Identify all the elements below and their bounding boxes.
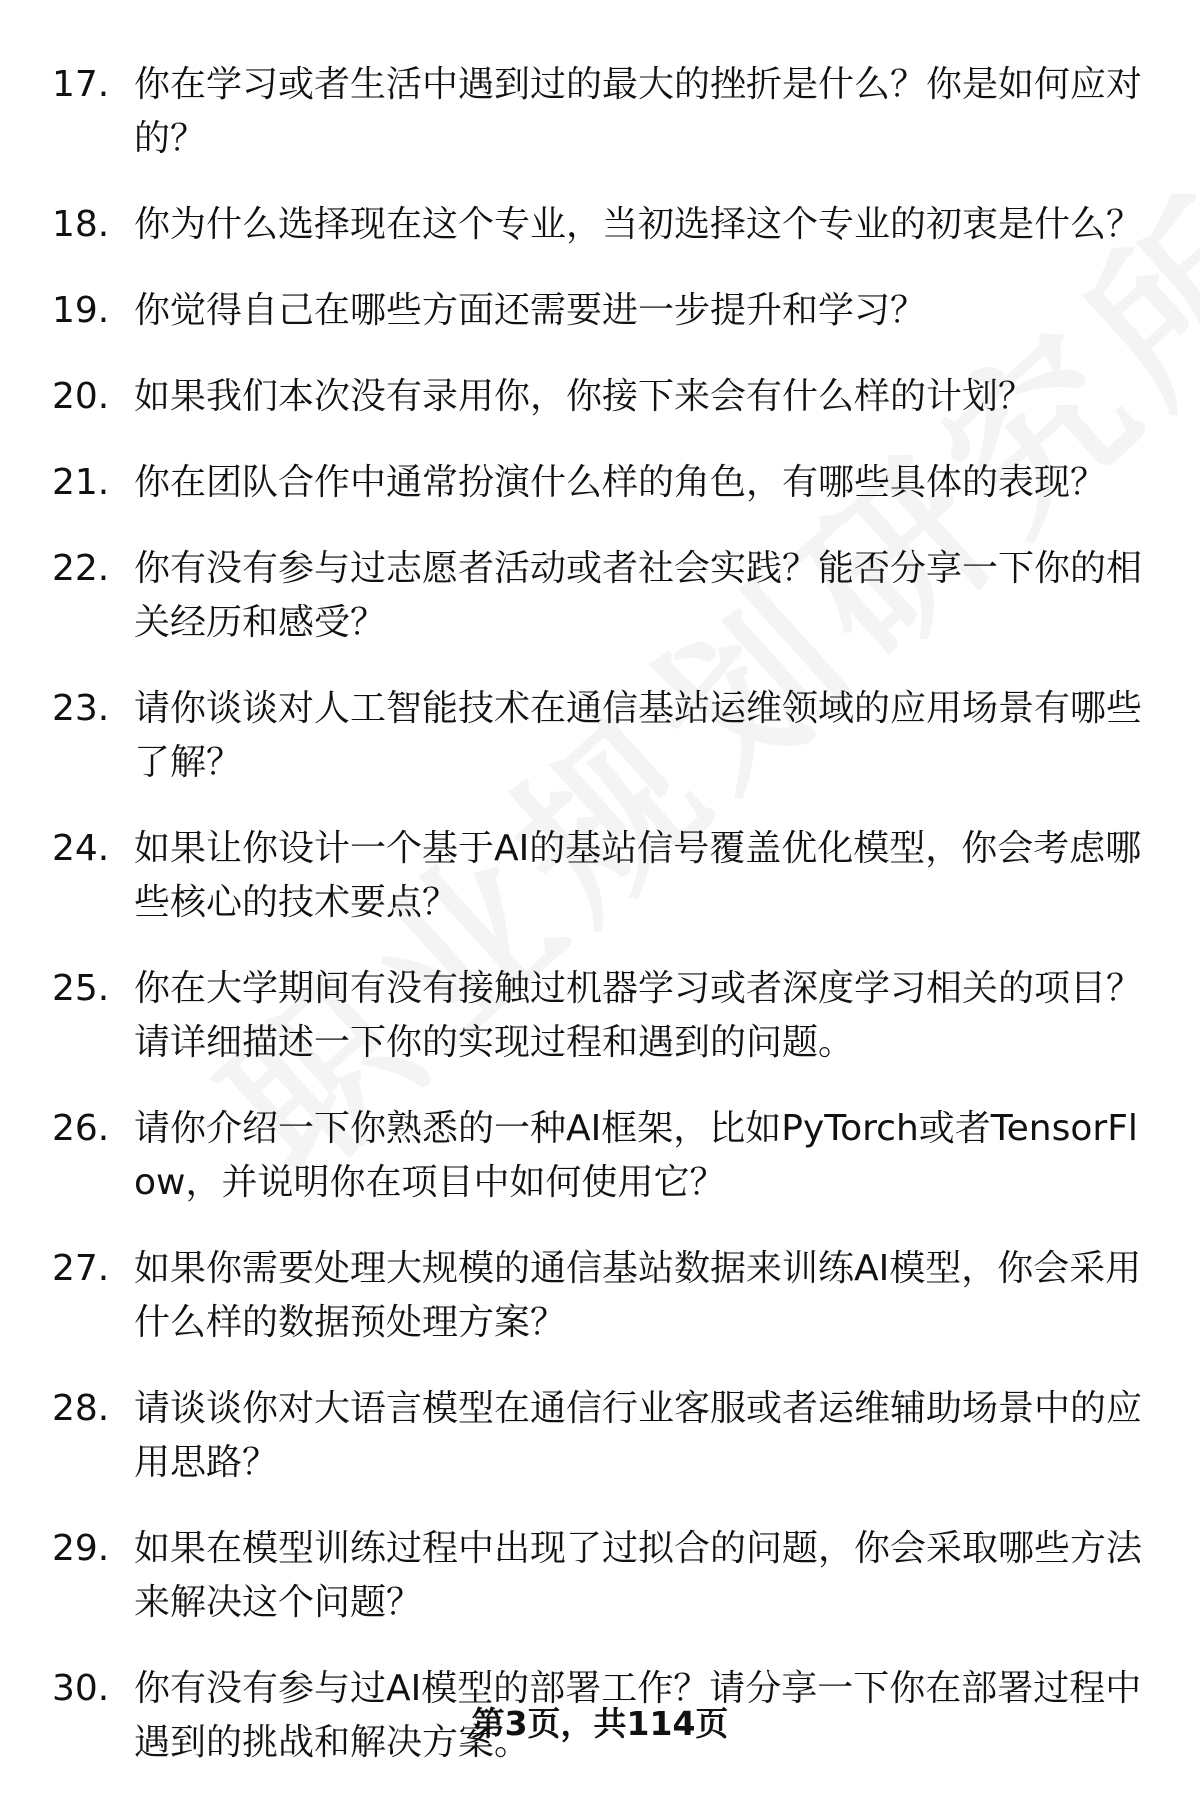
- question-text: 你觉得自己在哪些方面还需要进一步提升和学习？: [134, 290, 927, 331]
- question-number: 23.: [52, 688, 110, 729]
- question-item: [52, 962, 1142, 1070]
- question-text: 请你介绍一下你熟悉的一种AI框架，比如PyTorch或者TensorFlow，并说明你在项目中如何使用它？: [134, 1108, 1138, 1203]
- question-text: 如果在模型训练过程中出现了过拟合的问题，你会采取哪些方法来解决这个问题？: [134, 1528, 1143, 1623]
- question-text: 如果我们本次没有录用你，你接下来会有什么样的计划？: [134, 376, 1035, 417]
- question-item: [52, 370, 1142, 424]
- question-number: 21.: [52, 462, 110, 503]
- question-item: [52, 198, 1142, 252]
- question-text: 你有没有参与过AI模型的部署工作？请分享一下你在部署过程中遇到的挑战和解决方案。: [134, 1668, 1142, 1763]
- question-number: 26.: [52, 1108, 110, 1149]
- question-item: [52, 1102, 1142, 1210]
- question-text: 你在学习或者生活中遇到过的最大的挫折是什么？你是如何应对的？: [134, 64, 1143, 159]
- question-number: 27.: [52, 1248, 110, 1289]
- question-item: [52, 542, 1142, 650]
- question-number: 29.: [52, 1528, 110, 1569]
- question-number: 22.: [52, 548, 110, 589]
- question-number: 24.: [52, 828, 110, 869]
- question-text: 你为什么选择现在这个专业，当初选择这个专业的初衷是什么？: [134, 204, 1143, 245]
- question-number: 25.: [52, 968, 110, 1009]
- question-item: [52, 456, 1142, 510]
- page-number-footer: 第3页，共114页: [471, 1704, 729, 1743]
- question-item: [52, 58, 1142, 166]
- question-item: [52, 822, 1142, 930]
- question-number: 20.: [52, 376, 110, 417]
- question-text: 你在大学期间有没有接触过机器学习或者深度学习相关的项目？请详细描述一下你的实现过程和遇到的问题。: [134, 968, 1143, 1063]
- question-number: 30.: [52, 1668, 110, 1709]
- question-item: [52, 1522, 1142, 1630]
- question-number: 19.: [52, 290, 110, 331]
- question-item: [52, 284, 1142, 338]
- question-number: 17.: [52, 64, 110, 105]
- question-text: 你有没有参与过志愿者活动或者社会实践？能否分享一下你的相关经历和感受？: [134, 548, 1143, 643]
- question-number: 18.: [52, 204, 110, 245]
- question-item: [52, 682, 1142, 790]
- question-number: 28.: [52, 1388, 110, 1429]
- question-text: 如果让你设计一个基于AI的基站信号覆盖优化模型，你会考虑哪些核心的技术要点？: [134, 828, 1142, 923]
- question-list: [52, 58, 1142, 1802]
- question-item: [52, 1382, 1142, 1490]
- question-item: [52, 1242, 1142, 1350]
- question-text: 请你谈谈对人工智能技术在通信基站运维领域的应用场景有哪些了解？: [134, 688, 1143, 783]
- question-text: 你在团队合作中通常扮演什么样的角色，有哪些具体的表现？: [134, 462, 1107, 503]
- question-text: 如果你需要处理大规模的通信基站数据来训练AI模型，你会采用什么样的数据预处理方案？: [134, 1248, 1142, 1343]
- question-text: 请谈谈你对大语言模型在通信行业客服或者运维辅助场景中的应用思路？: [134, 1388, 1143, 1483]
